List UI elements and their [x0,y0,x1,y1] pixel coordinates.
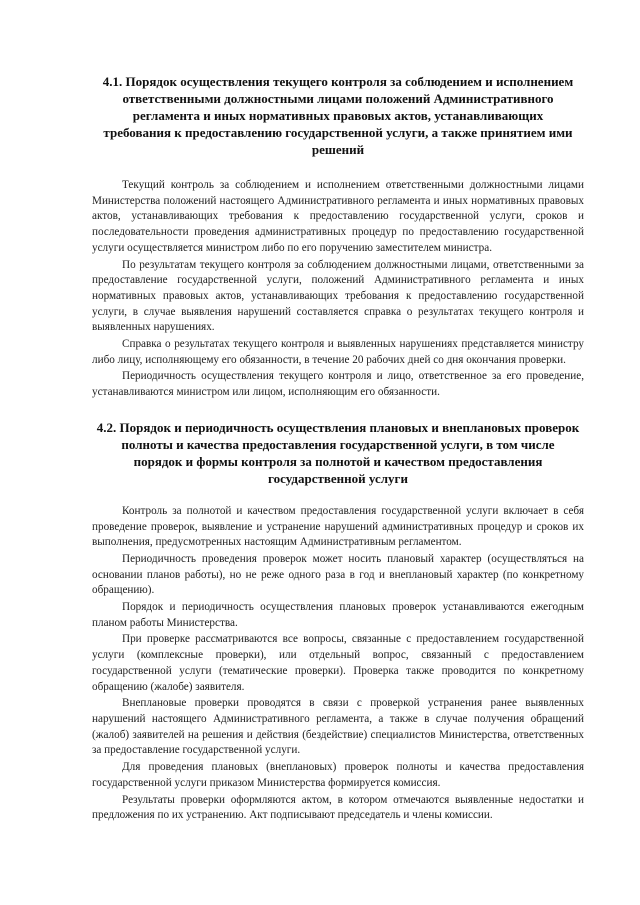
paragraph: Результаты проверки оформляются актом, в котором отмечаются выявленные недостатки и предложения по их устранению. Акт подписывают председатель и члены комиссии. [92,793,584,822]
section-heading-4-1: 4.1. Порядок осуществления текущего контроля за соблюдением и исполнением ответственными должностными лицами положений Административного регламента и иных нормативных правовых актов, устанавливающих требования к предоставлению государственной услуги, а также принятием ими решений [102,74,574,157]
section-4-2-body [92,504,584,824]
paragraph: Для проведения плановых (внеплановых) проверок полноты и качества предоставления государственной услуги приказом Министерства формируется комиссия. [92,761,584,789]
paragraph: Внеплановые проверки проводятся в связи с проверкой устранения ранее выявленных нарушений настоящего Административного регламента, а также в случае получения обращений (жалоб) заявителей на решения и действия (бездействие) специалистов Министерства, ответственных за предоставление государственной услуги. [92,697,584,757]
paragraph: Контроль за полнотой и качеством предоставления государственной услуги включает в себя проведение проверок, выявление и устранение нарушений административных процедур и сроков их выполнения, предусмотренных настоящим Административным регламентом. [92,504,584,549]
section-heading-4-2: 4.2. Порядок и периодичность осуществления плановых и внеплановых проверок полноты и качества предоставления государственной услуги, в том числе порядок и формы контроля за полнотой и качеством предоставления государственной услуги [96,419,580,486]
paragraph: При проверке рассматриваются все вопросы, связанные с предоставлением государственной услуги (комплексные проверки), или отдельный вопрос, связанный с предоставлением государственной услуги (тематические проверки). Проверка также проводится по конкретному обращению (жалобе) заявителя. [92,633,584,693]
paragraph: Периодичность проведения проверок может носить плановый характер (осуществляться на основании планов работы), но не реже одного раза в год и внеплановый характер (по конкретному обращению). [92,552,584,597]
paragraph: Порядок и периодичность осуществления плановых проверок устанавливаются ежегодным планом работы Министерства. [92,601,584,629]
paragraph: Справка о результатах текущего контроля и выявленных нарушениях представляется министру либо лицу, исполняющему его обязанности, в течение 20 рабочих дней со дня окончания проверки. [92,338,584,366]
paragraph: Текущий контроль за соблюдением и исполнением ответственными должностными лицами Министерства положений настоящего Административного регламента и иных нормативных правовых актов, устанавливающих требования к предоставлению государственной услуги, сроков и последовательности проведения административных процедур по предоставлению государственной услуги осуществляется министром либо по его поручению заместителем министра. [92,179,584,254]
document-body [92,73,584,824]
paragraph: Периодичность осуществления текущего контроля и лицо, ответственное за его проведение, устанавливаются министром или лицом, исполняющим его обязанности. [92,370,584,399]
paragraph: По результатам текущего контроля за соблюдением должностными лицами, ответственными за предоставление государственной услуги, положений Административного регламента и иных нормативных правовых актов, устанавливающих требования к предоставлению государственной услуги, в случае выявления нарушений составляется справка о результатах текущего контроля и выявленных нарушениях. [92,258,584,334]
section-4-1-body [92,178,584,401]
